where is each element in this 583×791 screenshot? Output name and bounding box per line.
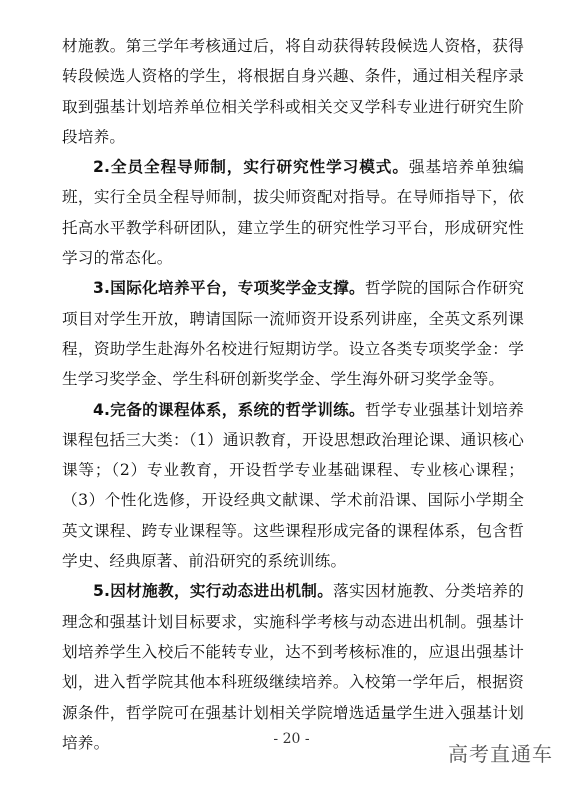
body-text (62, 31, 524, 758)
paragraph-1-text: 材施教。第三学年考核通过后，将自动获得转段候选人资格，获得转段候选人资格的学生，将根据自身兴趣、条件，通过相关程序录取到强基计划培养单位相关学科或相关交叉学科专业进行研究生阶段培养。 (62, 37, 524, 146)
paragraph-2-heading: 2.全员全程导师制，实行研究性学习模式。 (93, 158, 409, 177)
paragraph-4-heading: 4.完备的课程体系，系统的哲学训练。 (93, 400, 365, 419)
paragraph-2-text: 强基培养单独编班，实行全员全程导师制，拔尖师资配对指导。在导师指导下，依托高水平教学科研团队，建立学生的研究性学习平台，形成研究性学习的常态化。 (62, 158, 524, 268)
paragraph-1 (62, 31, 524, 152)
paragraph-4-text: 哲学专业强基计划培养课程包括三大类：（1）通识教育，开设思想政治理论课、通识核心课等；（2）专业教育，开设哲学专业基础课程、专业核心课程；（3）个性化选修，开设经典文献课、学术前沿课、国际小学期全英文课程、跨专业课程等。这些课程形成完备的课程体系，包含哲学史、经典原著、前沿研究的系统训练。 (62, 400, 524, 571)
paragraph-5-text: 落实因材施教、分类培养的理念和强基计划目标要求，实施科学考核与动态进出机制。强基计划培养学生入校后不能转专业，达不到考核标准的，应退出强基计划，进入哲学院其他本科班级继续培养。入校第一学年后，根据资源条件，哲学院可在强基计划相关学院增选适量学生进入强基计划培养。 (62, 582, 524, 752)
paragraph-3-heading: 3.国际化培养平台，专项奖学金支撑。 (93, 279, 365, 298)
page-number: - 20 - (273, 731, 310, 747)
paragraph-2 (62, 152, 524, 273)
paragraph-4 (62, 395, 524, 577)
paragraph-3-text: 哲学院的国际合作研究项目对学生开放，聘请国际一流师资开设系列讲座，全英文系列课程，资助学生赴海外名校进行短期访学。设立各类专项奖学金：学生学习奖学金、学生科研创新奖学金、学生海外研习奖学金等。 (62, 279, 524, 389)
paragraph-5-heading: 5.因材施教，实行动态进出机制。 (93, 582, 334, 601)
watermark-logo-text: 高考直通车 (448, 742, 553, 766)
paragraph-3 (62, 273, 524, 394)
